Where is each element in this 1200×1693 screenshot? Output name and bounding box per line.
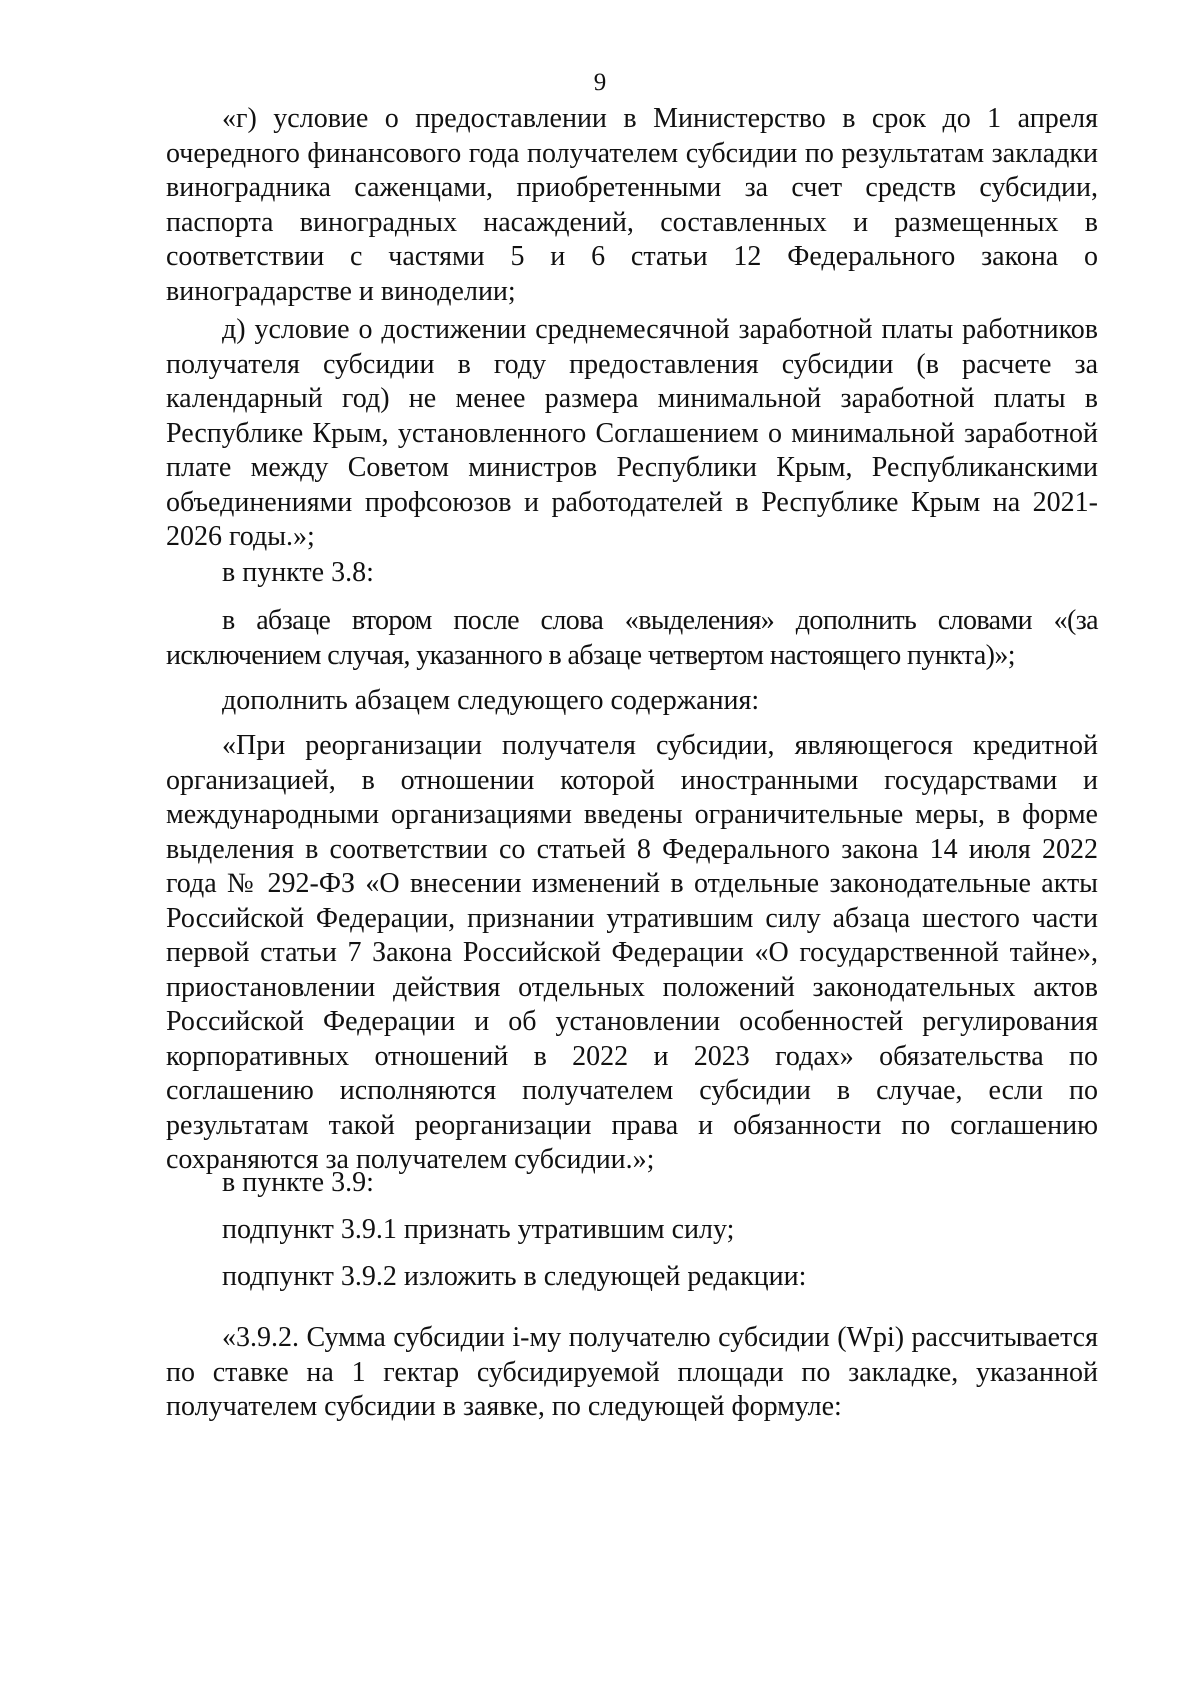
paragraph-item-g: «г) условие о предоставлении в Министерство в срок до 1 апреля очередного финансового года получателем субсидии по результатам закладки виноградника саженцами, приобретенными за счет средств субсидии, паспорта виноградных насаждений, составленных и размещенных в соответствии с частями 5 и 6 статьи 12 Федерального закона о виноградарстве и виноделии; <box>166 103 1098 307</box>
paragraph-item-d: д) условие о достижении среднемесячной заработной платы работников получателя субсидии в году предоставления субсидии (в расчете за календарный год) не менее размера минимальной заработной платы в Республике Крым, установленного Соглашением о минимальной заработной плате между Советом министров Республики Крым, Республиканскими объединениями профсоюзов и работодателей в Республике Крым на 2021-2026 годы.»; <box>166 314 1098 552</box>
paragraph-point-3-8: в пункте 3.8: <box>222 557 374 588</box>
page-number: 9 <box>593 69 607 96</box>
paragraph-subpoint-3-9-2: подпункт 3.9.2 изложить в следующей редакции: <box>222 1261 807 1292</box>
paragraph-reorganization: «При реорганизации получателя субсидии, являющегося кредитной организацией, в отношении которой иностранными государствами и международными организациями введены ограничительные меры, в форме выделения в соответствии со статьей 8 Федерального закона 14 июля 2022 года № 292-ФЗ «О внесении изменений в отдельные законодательные акты Российской Федерации, признании утратившим силу абзаца шестого части первой статьи 7 Закона Российской Федерации «О государственной тайне», приостановлении действия отдельных положений законодательных актов Российской Федерации и об установлении особенностей регулирования корпоративных отношений в 2022 и 2023 годах» обязательства по соглашению исполняются получателем субсидии в случае, если по результатам такой реорганизации права и обязанности по соглашению сохраняются за получателем субсидии.»; <box>166 730 1098 1175</box>
paragraph-formula-intro: «3.9.2. Сумма субсидии i-му получателю субсидии (Wpi) рассчитывается по ставке на 1 гектар субсидируемой площади по закладке, указанной получателем субсидии в заявке, по следующей формуле: <box>166 1322 1098 1422</box>
paragraph-point-3-9: в пункте 3.9: <box>222 1167 374 1198</box>
paragraph-add-abzac: дополнить абзацем следующего содержания: <box>222 685 760 716</box>
paragraph-second-abzac: в абзаце втором после слова «выделения» дополнить словами «(за исключением случая, указанного в абзаце четвертом настоящего пункта)»; <box>166 605 1098 671</box>
paragraph-subpoint-3-9-1: подпункт 3.9.1 признать утратившим силу; <box>222 1214 735 1245</box>
